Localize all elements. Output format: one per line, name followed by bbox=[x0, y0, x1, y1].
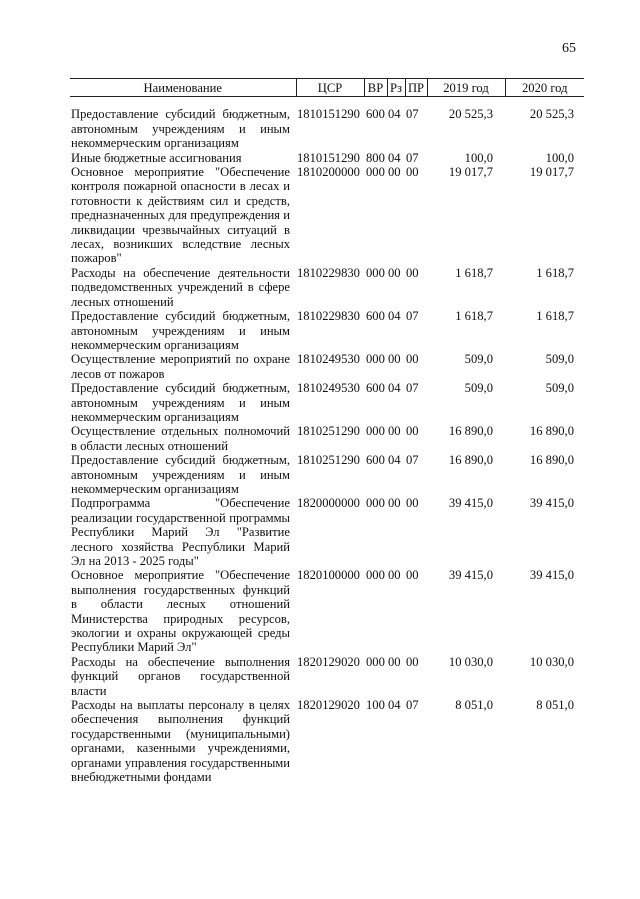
table-row bbox=[70, 381, 584, 424]
cell-name: Предоставление субсидий бюджетным, автономным учреждениям и иным некоммерческим организациям bbox=[71, 381, 290, 424]
cell-csr: 1810151290 bbox=[297, 107, 360, 122]
cell-pr: 00 bbox=[406, 496, 419, 511]
cell-csr: 1810200000 bbox=[297, 165, 360, 180]
cell-pr: 07 bbox=[406, 309, 419, 324]
cell-csr: 1820000000 bbox=[297, 496, 360, 511]
cell-rz: 00 bbox=[388, 654, 401, 669]
table-row bbox=[70, 97, 584, 151]
table-header-row bbox=[70, 79, 584, 97]
cell-rz: 00 bbox=[388, 265, 401, 280]
cell-y2020: 39 415,0 bbox=[529, 496, 574, 511]
cell-y2020: 509,0 bbox=[545, 381, 574, 396]
table-row bbox=[70, 568, 584, 654]
cell-y2019: 16 890,0 bbox=[448, 424, 493, 439]
cell-name: Основное мероприятие "Обеспечение выполнения государственных функций в области лесных отношений Министерства природных ресурсов, экологии и охраны окружающей среды Республики Марий Эл" bbox=[71, 568, 290, 655]
cell-name: Расходы на выплаты персоналу в целях обеспечения выполнения функций государственными (муниципальными) органами, казенными учреждениями, органами управления государственными внебюджетными фондами bbox=[71, 698, 290, 785]
cell-rz: 00 bbox=[388, 424, 401, 439]
cell-rz: 04 bbox=[388, 107, 401, 122]
table-row bbox=[70, 698, 584, 784]
cell-pr: 07 bbox=[406, 381, 419, 396]
table-row bbox=[70, 165, 584, 266]
header-pr: ПР bbox=[405, 79, 427, 97]
cell-name: Основное мероприятие "Обеспечение контроля пожарной опасности в лесах и готовности к действиям сил и средств, предназначенных для предупреждения и ликвидации чрезвычайных ситуаций в лесах, возникших вследствие лесных пожаров" bbox=[71, 165, 290, 266]
cell-vr: 600 bbox=[366, 107, 385, 122]
cell-csr: 1820129020 bbox=[297, 698, 360, 713]
cell-name: Осуществление мероприятий по охране лесов от пожаров bbox=[71, 352, 290, 381]
cell-name: Предоставление субсидий бюджетным, автономным учреждениям и иным некоммерческим организациям bbox=[71, 453, 290, 496]
cell-rz: 04 bbox=[388, 150, 401, 165]
cell-y2020: 8 051,0 bbox=[536, 698, 574, 713]
cell-rz: 04 bbox=[388, 309, 401, 324]
budget-table bbox=[70, 78, 584, 785]
cell-y2019: 1 618,7 bbox=[455, 265, 493, 280]
cell-y2019: 19 017,7 bbox=[448, 165, 493, 180]
cell-pr: 00 bbox=[406, 424, 419, 439]
cell-y2020: 20 525,3 bbox=[529, 107, 574, 122]
cell-vr: 800 bbox=[366, 150, 385, 165]
header-rz: Рз bbox=[387, 79, 405, 97]
cell-vr: 000 bbox=[366, 568, 385, 583]
cell-y2020: 10 030,0 bbox=[529, 654, 574, 669]
cell-pr: 00 bbox=[406, 654, 419, 669]
cell-csr: 1810229830 bbox=[297, 265, 360, 280]
table-row bbox=[70, 266, 584, 309]
cell-y2019: 509,0 bbox=[464, 352, 493, 367]
cell-y2019: 509,0 bbox=[464, 381, 493, 396]
cell-y2019: 39 415,0 bbox=[448, 568, 493, 583]
header-vr: ВР bbox=[364, 79, 387, 97]
cell-vr: 000 bbox=[366, 265, 385, 280]
cell-y2020: 19 017,7 bbox=[529, 165, 574, 180]
cell-name: Подпрограмма "Обеспечение реализации государственной программы Республики Марий Эл "Развитие лесного хозяйства Республики Марий Эл на 2013 - 2025 годы" bbox=[71, 496, 290, 568]
header-2019: 2019 год bbox=[427, 79, 505, 97]
cell-csr: 1820129020 bbox=[297, 654, 360, 669]
cell-rz: 04 bbox=[388, 698, 401, 713]
cell-vr: 600 bbox=[366, 381, 385, 396]
cell-csr: 1810151290 bbox=[297, 150, 360, 165]
cell-name: Предоставление субсидий бюджетным, автономным учреждениям и иным некоммерческим организациям bbox=[71, 309, 290, 352]
header-name: Наименование bbox=[70, 79, 296, 97]
cell-y2020: 16 890,0 bbox=[529, 424, 574, 439]
cell-rz: 04 bbox=[388, 381, 401, 396]
cell-vr: 000 bbox=[366, 654, 385, 669]
cell-csr: 1820100000 bbox=[297, 568, 360, 583]
cell-vr: 000 bbox=[366, 496, 385, 511]
cell-y2019: 39 415,0 bbox=[448, 496, 493, 511]
cell-vr: 000 bbox=[366, 424, 385, 439]
cell-y2019: 1 618,7 bbox=[455, 309, 493, 324]
cell-rz: 00 bbox=[388, 165, 401, 180]
cell-y2019: 100,0 bbox=[464, 150, 493, 165]
cell-y2019: 20 525,3 bbox=[448, 107, 493, 122]
cell-vr: 600 bbox=[366, 309, 385, 324]
table-row bbox=[70, 655, 584, 698]
cell-pr: 00 bbox=[406, 568, 419, 583]
cell-pr: 00 bbox=[406, 352, 419, 367]
cell-rz: 00 bbox=[388, 496, 401, 511]
cell-csr: 1810251290 bbox=[297, 424, 360, 439]
cell-rz: 00 bbox=[388, 568, 401, 583]
cell-rz: 00 bbox=[388, 352, 401, 367]
cell-y2020: 16 890,0 bbox=[529, 453, 574, 468]
cell-vr: 000 bbox=[366, 352, 385, 367]
cell-rz: 04 bbox=[388, 453, 401, 468]
table-row bbox=[70, 151, 584, 165]
cell-csr: 1810249530 bbox=[297, 352, 360, 367]
cell-pr: 00 bbox=[406, 265, 419, 280]
cell-y2020: 509,0 bbox=[545, 352, 574, 367]
cell-csr: 1810229830 bbox=[297, 309, 360, 324]
cell-vr: 600 bbox=[366, 453, 385, 468]
cell-pr: 00 bbox=[406, 165, 419, 180]
header-2020: 2020 год bbox=[505, 79, 584, 97]
page-number: 65 bbox=[562, 41, 576, 56]
cell-y2020: 39 415,0 bbox=[529, 568, 574, 583]
cell-y2019: 10 030,0 bbox=[448, 654, 493, 669]
cell-name: Предоставление субсидий бюджетным, автономным учреждениям и иным некоммерческим организациям bbox=[71, 107, 290, 151]
table-row bbox=[70, 453, 584, 496]
cell-pr: 07 bbox=[406, 698, 419, 713]
cell-name: Расходы на обеспечение деятельности подведомственных учреждений в сфере лесных отношений bbox=[71, 265, 290, 309]
cell-y2020: 1 618,7 bbox=[536, 309, 574, 324]
cell-vr: 000 bbox=[366, 165, 385, 180]
table-row bbox=[70, 309, 584, 352]
table-row bbox=[70, 352, 584, 381]
table-row bbox=[70, 424, 584, 453]
cell-name: Расходы на обеспечение выполнения функций органов государственной власти bbox=[71, 654, 290, 698]
cell-vr: 100 bbox=[366, 698, 385, 713]
header-csr: ЦСР bbox=[296, 79, 364, 97]
cell-pr: 07 bbox=[406, 150, 419, 165]
cell-y2020: 1 618,7 bbox=[536, 265, 574, 280]
cell-pr: 07 bbox=[406, 107, 419, 122]
table-body bbox=[70, 97, 584, 785]
cell-y2020: 100,0 bbox=[545, 150, 574, 165]
cell-csr: 1810251290 bbox=[297, 453, 360, 468]
cell-pr: 07 bbox=[406, 453, 419, 468]
table-row bbox=[70, 496, 584, 568]
cell-name: Осуществление отдельных полномочий в области лесных отношений bbox=[71, 424, 290, 453]
cell-name: Иные бюджетные ассигнования bbox=[71, 150, 242, 165]
cell-csr: 1810249530 bbox=[297, 381, 360, 396]
cell-y2019: 16 890,0 bbox=[448, 453, 493, 468]
cell-y2019: 8 051,0 bbox=[455, 698, 493, 713]
